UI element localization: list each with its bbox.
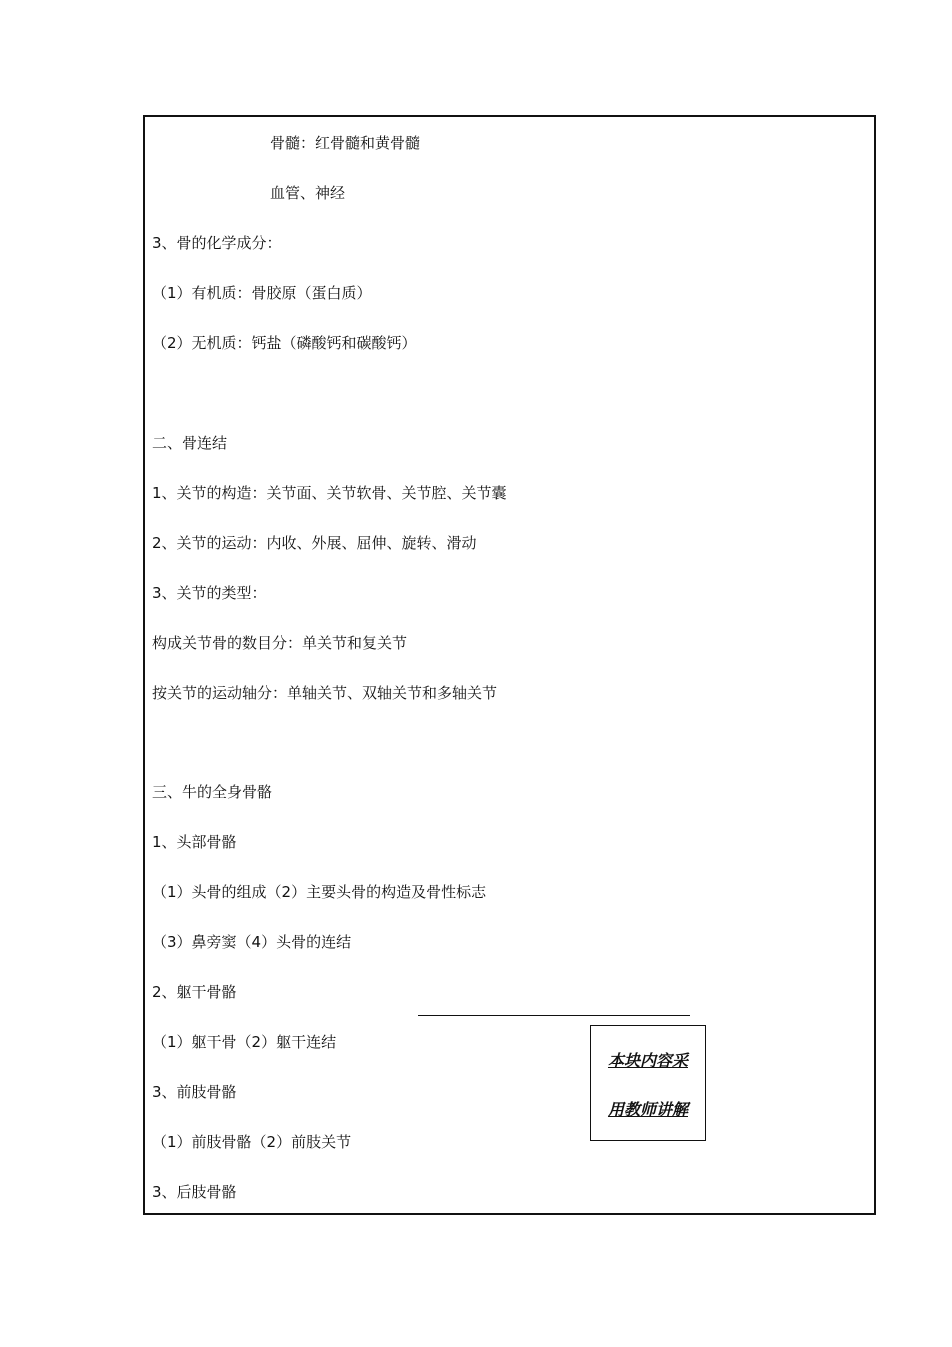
text-line-forelimb-parts: （1）前肢骨骼（2）前肢关节: [152, 1133, 352, 1151]
text-line-joint-axis: 按关节的运动轴分：单轴关节、双轴关节和多轴关节: [152, 684, 498, 702]
horizontal-rule: [418, 1015, 690, 1016]
text-line-joint-structure: 1、关节的构造：关节面、关节软骨、关节腔、关节囊: [152, 484, 507, 502]
text-line-joint-types: 3、关节的类型：: [152, 584, 267, 602]
text-line-inorganic-matter: （2）无机质：钙盐（磷酸钙和碳酸钙）: [152, 334, 417, 352]
note-line-1: 本块内容采: [607, 1051, 688, 1070]
text-line-hindlimb-skeleton: 3、后肢骨骼: [152, 1183, 237, 1201]
text-line-joint-movement: 2、关节的运动：内收、外展、屈伸、旋转、滑动: [152, 534, 477, 552]
text-line-organic-matter: （1）有机质：骨胶原（蛋白质）: [152, 284, 372, 302]
note-line-2: 用教师讲解: [607, 1100, 688, 1119]
section-heading-skeleton: 三、牛的全身骨骼: [152, 783, 273, 801]
text-line-vessels-nerves: 血管、神经: [270, 184, 346, 202]
text-line-bone-marrow: 骨髓：红骨髓和黄骨髓: [270, 134, 421, 152]
text-line-skull-composition: （1）头骨的组成（2）主要头骨的构造及骨性标志: [152, 883, 487, 901]
text-line-head-skeleton: 1、头部骨骼: [152, 833, 237, 851]
text-line-trunk-skeleton: 2、躯干骨骼: [152, 983, 237, 1001]
text-line-trunk-bones: （1）躯干骨（2）躯干连结: [152, 1033, 337, 1051]
text-line-joint-bone-count: 构成关节骨的数目分：单关节和复关节: [152, 634, 408, 652]
text-line-paranasal-sinus: （3）鼻旁窦（4）头骨的连结: [152, 933, 352, 951]
text-line-forelimb-skeleton: 3、前肢骨骼: [152, 1083, 237, 1101]
section-heading-joints: 二、骨连结: [152, 434, 228, 452]
text-line-chemical-composition: 3、骨的化学成分：: [152, 234, 282, 252]
teaching-note-box: [590, 1025, 706, 1141]
